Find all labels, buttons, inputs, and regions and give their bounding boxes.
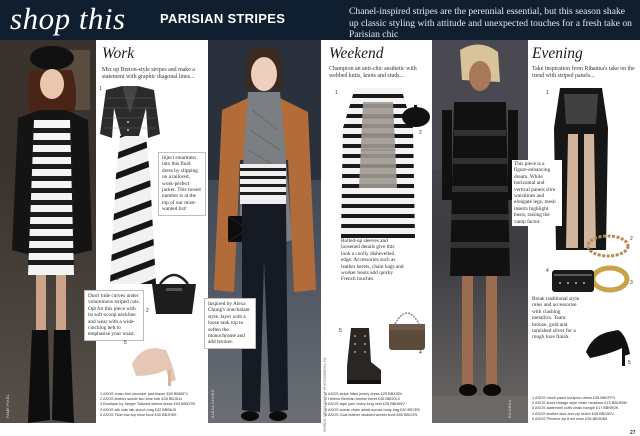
photo-credits: WORDS: SEEMA ASHRAF PHOTOGRAPHS: PA — [323, 357, 327, 432]
leather-tote-product — [148, 270, 200, 316]
work-credits: 1 ASOS chain trim shoulder pad blazer £60 BB65F3 2 ASOS leather suede two tone tote £28 BBJ5J4 3 Boutique by Jaeger Tailored sleeve dress £90 BB5X9S 4 ASOS silk side tab slouch bag £32 BBB6J5 5 ASOS Tilde low-top shoe boot £40 BBJH5S — [100, 392, 196, 417]
feature-title: PARISIAN STRIPES — [160, 11, 286, 26]
diagonal-stripe-dress-product — [110, 136, 156, 284]
work-fit-caption: Don't hide curves under voluminous striped cuts. Opt for this piece with its soft-scoop neckline and wear with a wide-cinching belt to emphasise your waist. — [84, 290, 144, 341]
work-intro: Mix up Breton-style stripes and make a statement with graphic diagonal lines... — [102, 67, 195, 81]
script-title: shop this — [10, 1, 126, 36]
leather-beret-product — [401, 104, 431, 128]
evening-accessories-caption: Break traditional style rules and accessorise with clashing metallics. Team bronze, gold and tarnished silver for a rough luxe finish. — [532, 296, 580, 341]
photo-tag: RIHANNA — [508, 399, 512, 418]
weekend-intro: Champion an anti-chic aesthetic with webbed knits, knots and studs... — [329, 66, 417, 80]
work-panel: Work Mix up Breton-style stripes and make a statement with graphic diagonal lines... 1 3 Inject smartness into this fluid dress by slipping on a tailored, work-perfect jacket. This tweed number is at the top of our most-wanted list! 2 Don't hide curves under voluminous striped cuts. Opt for this piece with its soft-scoop neckline and wear with a wide-cinching belt to emphasise your waist. 5 1 ASOS chain trim shoulder pad blazer £60 BB65F3 2 ASOS leather suede two tone tote £28 BBJ5J4 3 Boutique by Jaeger Tailored sleeve dress £90 BB5X9S 4 ASOS silk side tab slouch bag £32 BBB6J5 5 ASOS Tilde low-top shoe boot £40 BBJH5S — [96, 40, 208, 423]
work-dress-caption: Inject smartness into this fluid dress by slipping on a tailored, work-perfect jacket. This tweed number is at the top of our most-wanted list! — [158, 152, 206, 216]
evening-heading: Evening — [532, 45, 583, 62]
stud-zip-clutch-product — [550, 266, 596, 296]
evening-credits: 1 ASOS mesh panel bodycon dress £38 BBKFP3 2 ASOS short vintage style chain necklace £15 BBLB9M 3 ASOS statement cuffs chain bangle £17 BBNR2K 4 ASOS leather stud and zip clutch £45 BBG50V 5 ASOS Phoenix zip front shoe £35 BBJK5M — [532, 396, 627, 421]
zip-front-shoe-product — [582, 324, 634, 368]
tweed-jacket-product — [98, 84, 162, 142]
evening-intro: Take inspiration from Rihanna's take on the trend with striped panels... — [532, 66, 635, 80]
photo-street-style-evening — [432, 40, 528, 423]
model-illustration-1 — [0, 40, 96, 423]
weekend-panel: Weekend Champion an anti-chic aesthetic with webbed knits, knots and studs... 1 2 Rolled-up sleeves and loosened details give this look a coolly dishevelled edge. Accessories such as leather berets, chain bags and worker boots add quirky French touches. 4 5 1 ASOS stripe fitted jersey dress £25 BBX0DL 2 Helene Berman leather beret £46 BBG0L5 3 ASOS tape yarn holey long vest £28 BBH65V 4 ASOS suede chain detail across body bag £30 BB7EB 5 ASOS Coal leather studded worker boot £85 BBGXN WORDS: SEEMA ASHRAF PHOTOGRAPHS: PA — [321, 40, 432, 423]
photo-tag: FAME PIXEL — [6, 394, 10, 418]
nude-shoe-boot-product — [126, 342, 178, 388]
weekend-heading: Weekend — [329, 45, 384, 62]
casual-caption: Inspired by Alexa Chung's nonchalant style, layer with a loose tank top to soften the monochrome and add texture. — [204, 298, 256, 349]
gold-cuff-product — [590, 264, 630, 294]
photo-street-style-work — [0, 40, 96, 423]
weekend-credits: 1 ASOS stripe fitted jersey dress £25 BBX0DL 2 Helene Berman leather beret £46 BBG0L5 3 ASOS tape yarn holey long vest £28 BBH65V 4 ASOS suede chain detail across body bag £30 BB7EB 5 ASOS Coal leather studded worker boot £85 BBGXN — [325, 392, 420, 417]
evening-panel: Evening Take inspiration from Rihanna's take on the trend with striped panels... 1 This piece is a figure-enhancing dream. While horizontal and vertical panels slim waistlines and elongate legs, mesh inserts highlight busts, raising the vamp factor. 2 3 Break traditional style rules and accessorise with clashing metallics. Team bronze, gold and tarnished silver for a rough luxe finish. 4 5 1 ASOS mesh panel bodycon dress £38 BBKFP3 2 ASOS short vintage style chain necklace £15 BBLB9M 3 ASOS statement cuffs chain bangle £17 BBNR2K 4 ASOS leather stud and zip clutch £45 BBG50V 5 ASOS Phoenix zip front shoe £35 BBJK5M 27 — [528, 40, 640, 423]
model-illustration-2 — [208, 40, 321, 423]
photo-street-style-casual — [208, 40, 321, 423]
work-heading: Work — [102, 45, 135, 62]
feature-intro: Chanel-inspired stripes are the perennial essential, but this season shake up classic styling with attitude and unexpected touches for a fresh take on Parisian chic — [349, 6, 632, 41]
header-band — [0, 0, 640, 40]
model-illustration-3 — [432, 40, 528, 423]
evening-dress-caption: This piece is a figure-enhancing dream. While horizontal and vertical panels slim waistlines and elongate legs, mesh inserts highlight busts, raising the vamp factor. — [512, 160, 562, 226]
studded-worker-boot-product — [343, 326, 383, 388]
chain-necklace-product — [584, 232, 632, 260]
page-number: 27 — [630, 430, 636, 436]
chain-body-bag-product — [385, 302, 429, 354]
photo-tag: ALEXA CHUNG — [211, 389, 215, 418]
weekend-caption: Rolled-up sleeves and loosened details give this look a coolly dishevelled edge. Accessories such as leather berets, chain bags and worker boots add quirky French touches. — [341, 238, 404, 283]
